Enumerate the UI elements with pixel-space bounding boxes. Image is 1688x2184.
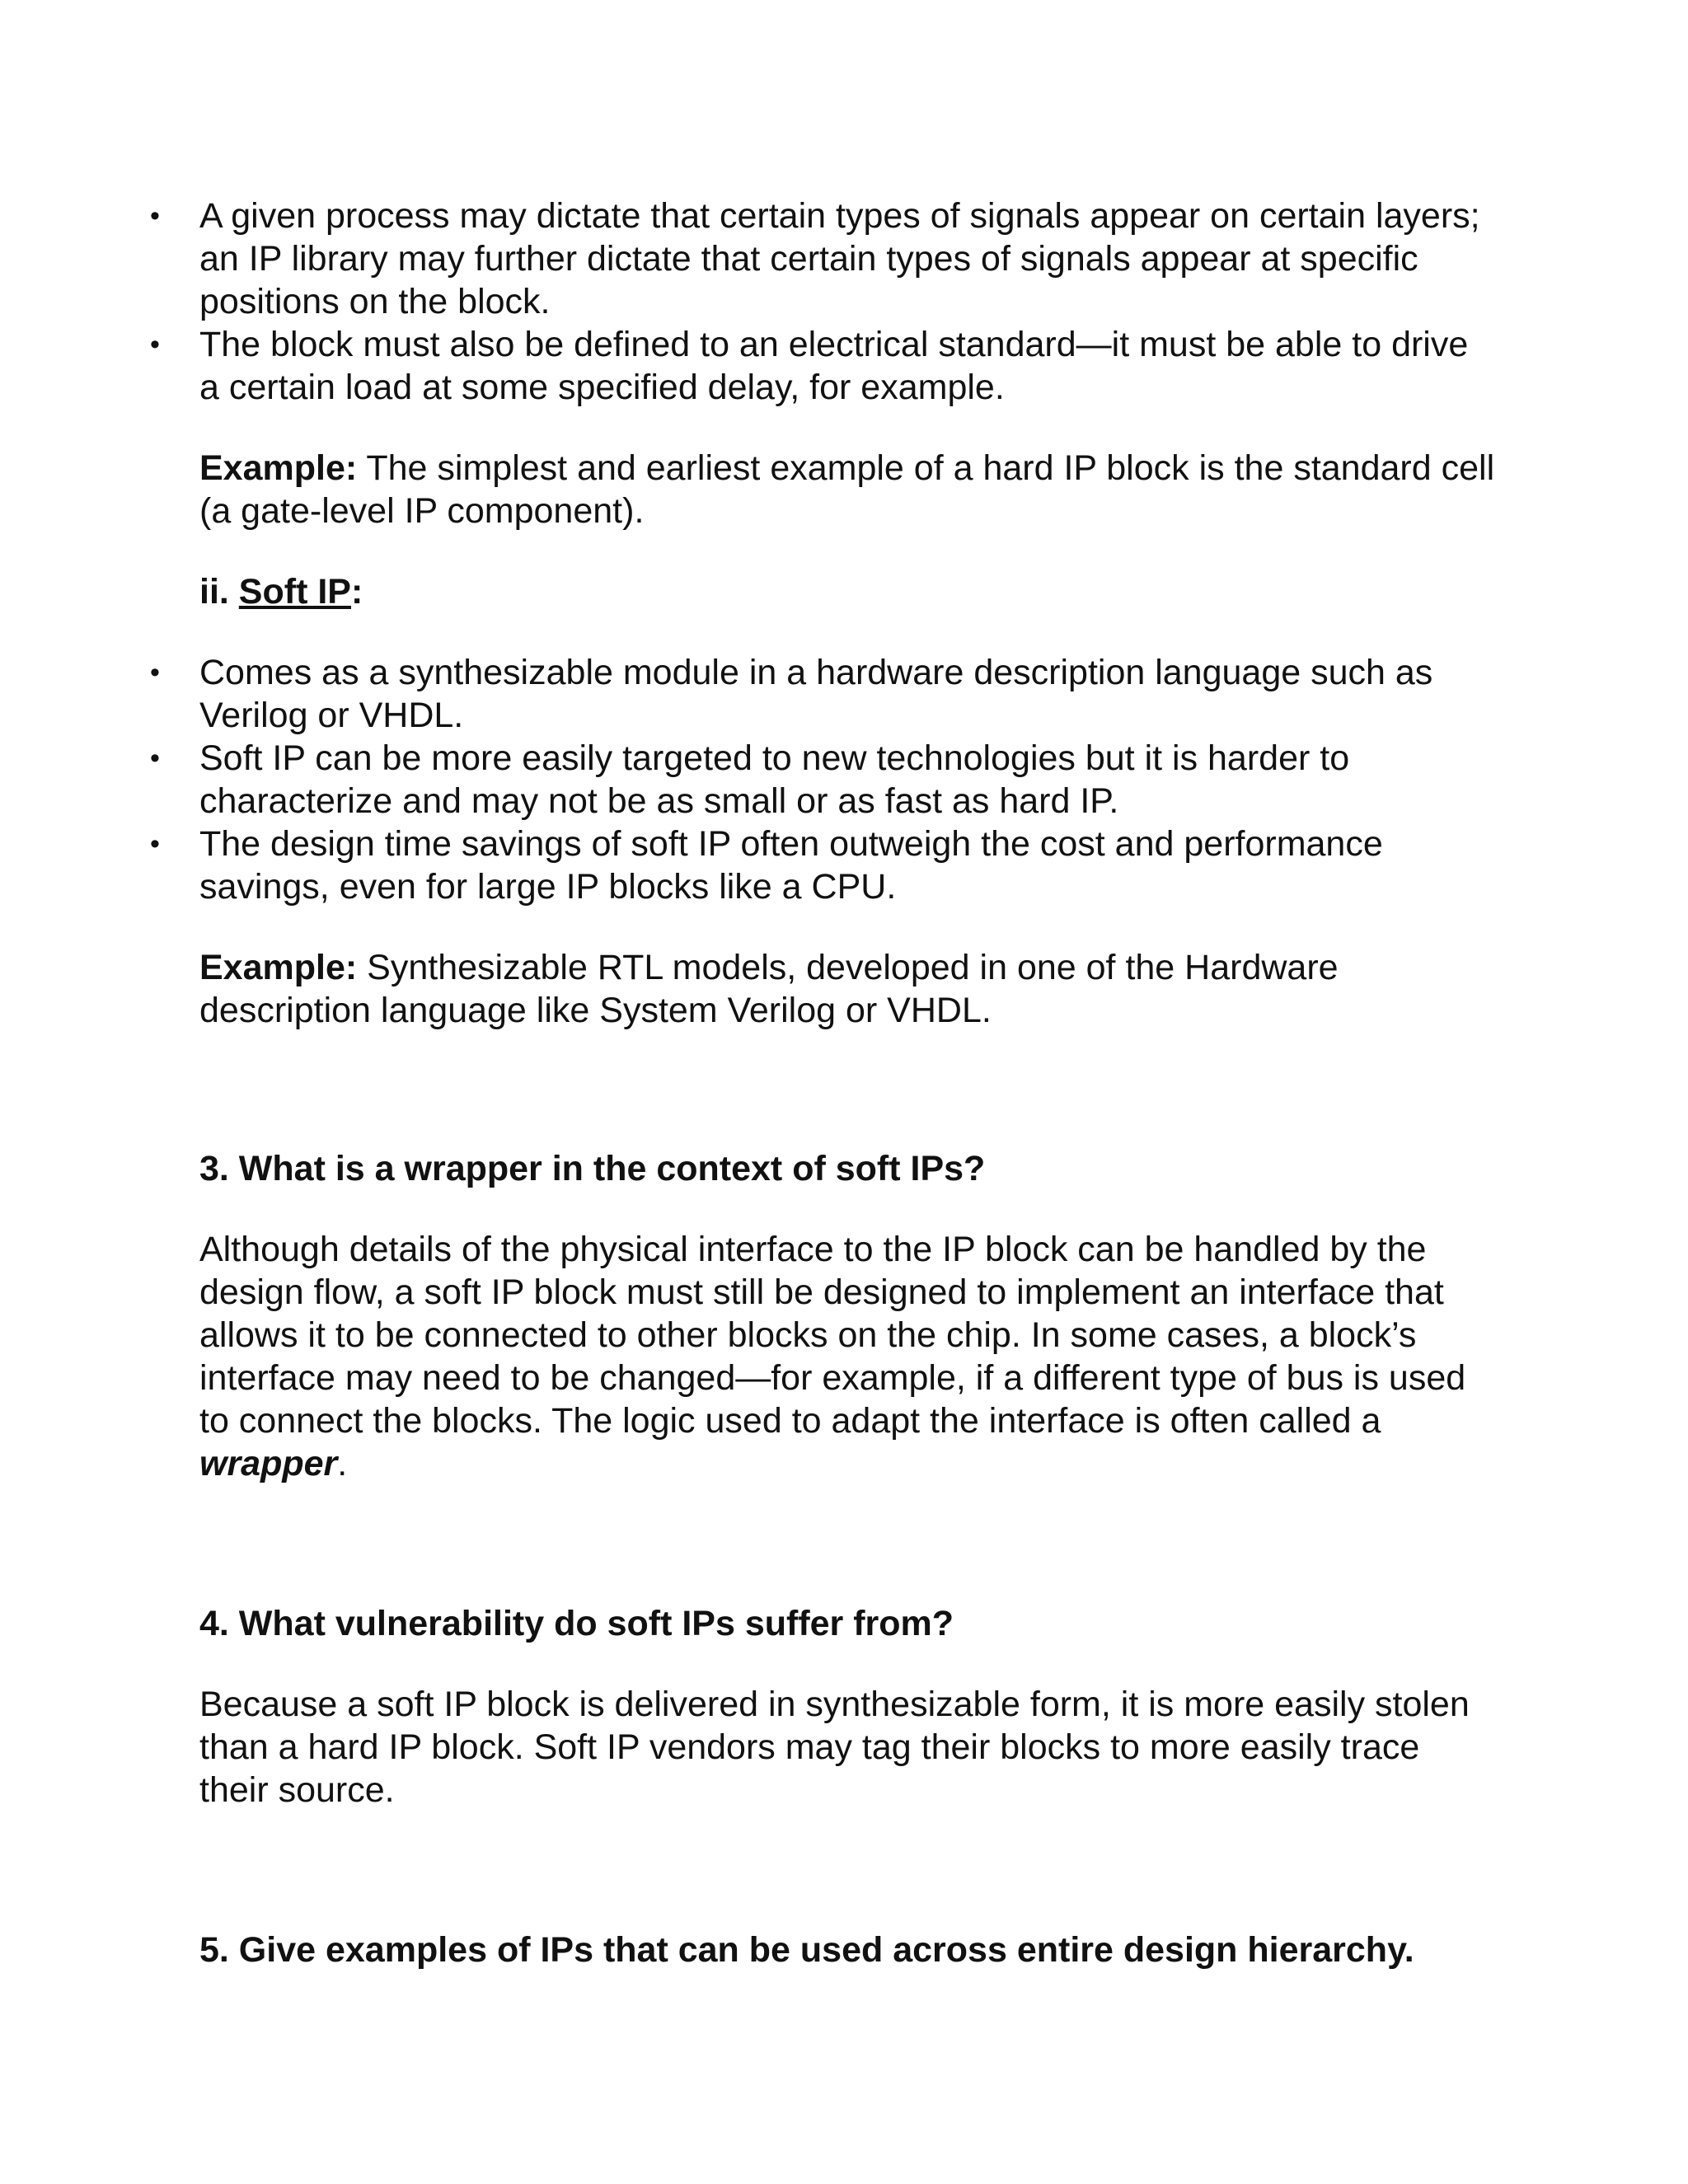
example-label: Example:: [199, 948, 358, 987]
list-item: [145, 194, 1497, 323]
answer-text: Although details of the physical interface to the IP block can be handled by the design flow, a soft IP block must still be designed to implement an interface that allows it to be connected to other blocks on the chip. In some cases, a block’s interface may need to be changed—for example, if a different type of bus is used to connect the blocks. The logic used to adapt the interface is often called a: [199, 1230, 1466, 1441]
soft-ip-heading-title: Soft IP: [238, 572, 351, 612]
question-4-heading: 4. What vulnerability do soft IPs suffer from?: [199, 1604, 954, 1643]
list-item-text: The design time savings of soft IP often outweigh the cost and performance savings, even for large IP blocks like a CPU.: [199, 824, 1383, 907]
soft-ip-heading-prefix: ii.: [199, 572, 239, 612]
soft-ip-heading: [145, 570, 1497, 613]
bullet-icon: •: [150, 743, 160, 774]
page-content: [145, 194, 1497, 1971]
example-label: Example:: [199, 448, 358, 488]
list-item: [145, 737, 1497, 823]
soft-ip-bullet-list: [145, 651, 1497, 908]
hard-ip-bullet-list: [145, 194, 1497, 409]
soft-ip-heading-suffix: :: [350, 572, 363, 612]
example-text: The simplest and earliest example of a hard IP block is the standard cell (a gate-level IP component).: [199, 448, 1495, 531]
bullet-icon: •: [150, 657, 160, 688]
list-item: [145, 323, 1497, 409]
list-item-text: The block must also be defined to an electrical standard—it must be able to drive a certain load at some specified delay, for example.: [199, 325, 1469, 407]
bullet-icon: •: [150, 828, 160, 860]
question-3-answer: [145, 1228, 1497, 1485]
bullet-icon: •: [150, 200, 160, 232]
question-4-answer: Because a soft IP block is delivered in synthesizable form, it is more easily stolen than a hard IP block. Soft IP vendors may tag their blocks to more easily trace their source.: [199, 1685, 1470, 1810]
list-item-text: A given process may dictate that certain types of signals appear on certain layers; an IP library may further dictate that certain types of signals appear at specific positions on the block.: [199, 196, 1480, 321]
list-item-text: Soft IP can be more easily targeted to new technologies but it is harder to characterize and may not be as small or as fast as hard IP.: [199, 738, 1350, 821]
list-item: [145, 651, 1497, 737]
example-text: Synthesizable RTL models, developed in one of the Hardware description language like System Verilog or VHDL.: [199, 948, 1339, 1030]
list-item-text: Comes as a synthesizable module in a hardware description language such as Verilog or VHDL.: [199, 653, 1433, 735]
list-item: [145, 823, 1497, 908]
hard-ip-example: [145, 447, 1497, 532]
question-3-heading: 3. What is a wrapper in the context of soft IPs?: [199, 1149, 986, 1188]
question-5-heading: 5. Give examples of IPs that can be used across entire design hierarchy.: [199, 1930, 1414, 1970]
answer-text-end: .: [337, 1444, 348, 1483]
bullet-icon: •: [150, 329, 160, 360]
answer-emphasis: wrapper: [199, 1444, 338, 1483]
soft-ip-example: [145, 946, 1497, 1032]
